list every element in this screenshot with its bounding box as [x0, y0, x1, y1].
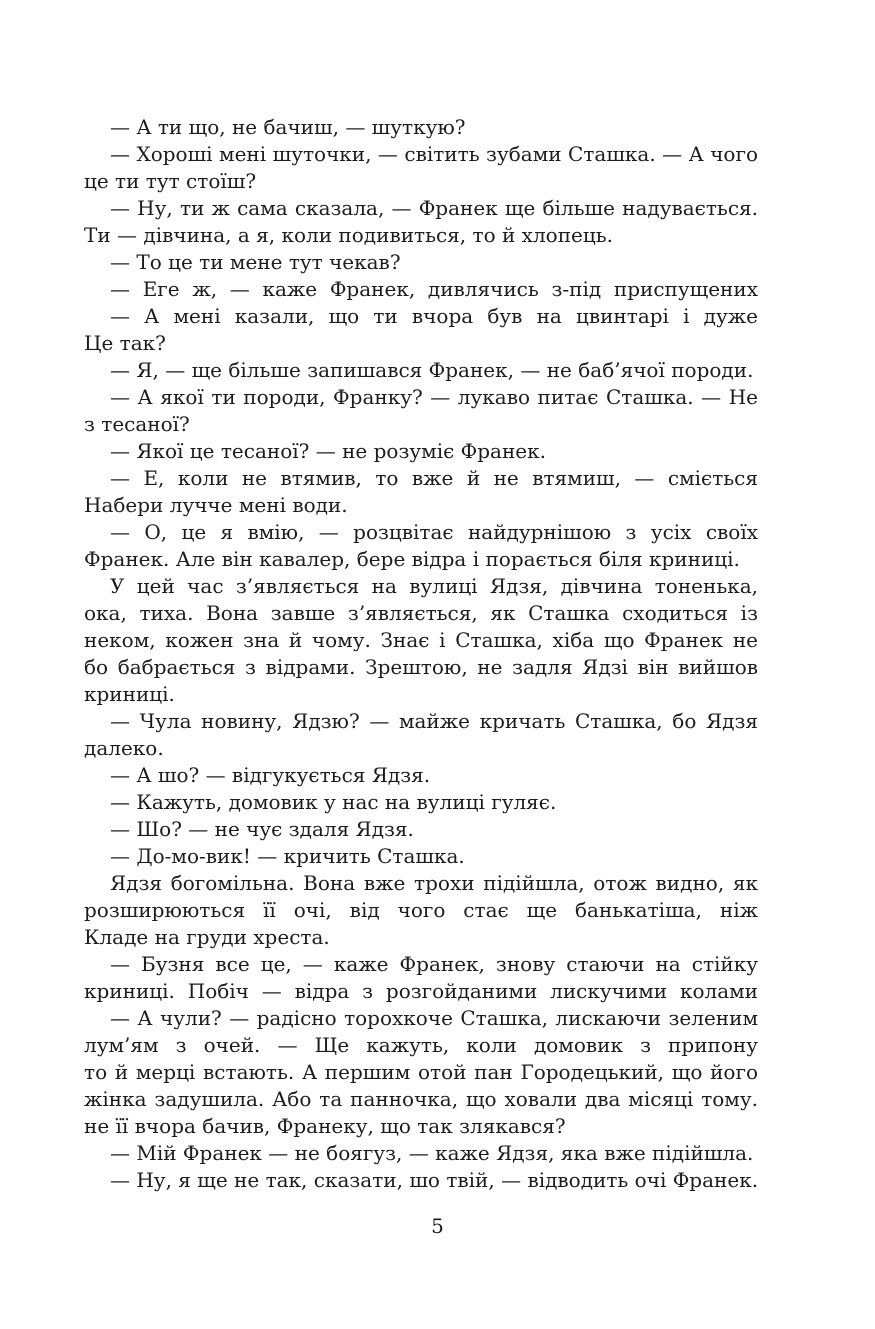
text-line: лум’ям з очей. — Ще кажуть, коли домовик з припону: [84, 1033, 758, 1057]
text-line: — А чули? — радісно торохкоче Сташка, лискаючи зеленим: [110, 1006, 758, 1030]
text-line: — А шо? — відгукується Ядзя.: [110, 763, 431, 787]
text-line: Ти — дівчина, а я, коли подивиться, то й хлопець.: [84, 223, 613, 247]
text-line: неком, кожен зна й чому. Знає і Сташка, хіба що Франек не: [84, 628, 758, 652]
text-line: — Ну, ти ж сама сказала, — Франек ще більше надувається.: [110, 196, 758, 220]
text-line: — А мені казали, що ти вчора був на цвинтарі і дуже: [110, 304, 758, 328]
text-line: криниці.: [84, 682, 175, 706]
text-line: — О, це я вмію, — розцвітає найдурнішою з усіх своїх: [110, 520, 758, 544]
text-line: далеко.: [84, 736, 164, 760]
text-line: — А ти що, не бачиш, — шуткую?: [110, 115, 466, 139]
text-line: Це так?: [84, 331, 166, 355]
text-line: розширюються її очі, від чого стає ще банькатіша, ніж: [84, 898, 758, 922]
text-line: не її вчора бачив, Франеку, що так злякався?: [84, 1114, 566, 1138]
text-line: Ядзя богомільна. Вона вже трохи підійшла, отож видно, як: [110, 871, 758, 895]
text-line: У цей час з’являється на вулиці Ядзя, дівчина тоненька,: [110, 574, 758, 598]
text-line: Набери лучче мені води.: [84, 493, 348, 517]
text-line: з тесаної?: [84, 412, 190, 436]
page-number: 5: [431, 1214, 444, 1238]
text-line: — Шо? — не чує здаля Ядзя.: [110, 817, 414, 841]
text-line: Франек. Але він кавалер, бере відра і порається біля криниці.: [84, 547, 740, 571]
text-line: — Хороші мені шуточки, — світить зубами Сташка. — А чого: [110, 142, 758, 166]
text-line: бо бабрається з відрами. Зрештою, не задля Ядзі він вийшов: [84, 655, 758, 679]
text-line: — Еге ж, — каже Франек, дивлячись з-під приспущених: [110, 277, 758, 301]
text-line: — А якої ти породи, Франку? — лукаво питає Сташка. — Не: [110, 385, 758, 409]
body-text: [84, 114, 758, 1194]
text-line: криниці. Побіч — відра з розгойданими лискучими колами: [84, 979, 758, 1003]
text-line: — Чула новину, Ядзю? — майже кричать Сташка, бо Ядзя: [110, 709, 758, 733]
text-line: — Мій Франек — не боягуз, — каже Ядзя, яка вже підійшла.: [110, 1141, 754, 1165]
text-line: — То це ти мене тут чекав?: [110, 250, 401, 274]
text-line: ока, тиха. Вона завше з’являється, як Сташка сходиться із: [84, 601, 758, 625]
text-line: — Кажуть, домовик у нас на вулиці гуляє.: [110, 790, 557, 814]
text-line: — Е, коли не втямив, то вже й не втямиш, — сміється: [110, 466, 758, 490]
text-line: — Я, — ще більше запишався Франек, — не баб’ячої породи.: [110, 358, 754, 382]
text-line: це ти тут стоїш?: [84, 169, 257, 193]
text-line: — Якої це тесаної? — не розуміє Франек.: [110, 439, 546, 463]
text-line: — Ну, я ще не так, сказати, шо твій, — відводить очі Франек.: [110, 1168, 758, 1192]
text-line: жінка задушила. Або та панночка, що ховали два місяці тому.: [84, 1087, 758, 1111]
text-line: то й мерці встають. А першим отой пан Городецький, що його: [84, 1060, 758, 1084]
text-line: Кладе на груди хреста.: [84, 925, 330, 949]
text-line: — Бузня все це, — каже Франек, знову стаючи на стійку: [110, 952, 758, 976]
text-line: — До-мо-вик! — кричить Сташка.: [110, 844, 465, 868]
